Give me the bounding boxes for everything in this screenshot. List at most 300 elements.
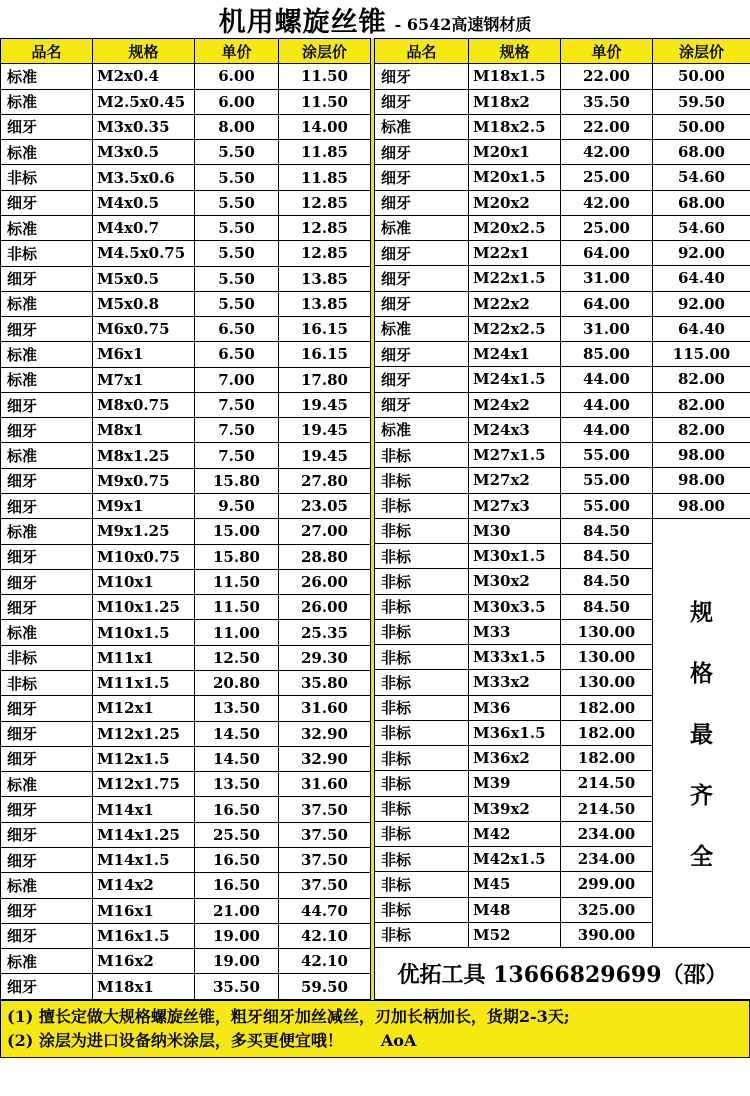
- cell-spec: M11x1: [93, 645, 195, 670]
- cell-price: 390.00: [561, 922, 653, 947]
- table-row: [375, 165, 750, 190]
- cell-coated-price: 68.00: [653, 190, 750, 215]
- cell-spec: M36x1.5: [469, 720, 561, 745]
- cell-spec: M18x1: [93, 974, 195, 1000]
- cell-price: 12.50: [195, 645, 279, 670]
- cell-spec: M5x0.8: [93, 291, 195, 316]
- table-row: [375, 291, 750, 316]
- cell-name: 细牙: [1, 595, 93, 620]
- cell-coated-price: 28.80: [279, 544, 371, 569]
- table-row: [1, 721, 371, 746]
- cell-name: 非标: [375, 847, 469, 872]
- cell-coated-price: 31.60: [279, 772, 371, 797]
- cell-name: 非标: [375, 645, 469, 670]
- cell-price: 7.50: [195, 443, 279, 468]
- cell-spec: M3x0.35: [93, 114, 195, 139]
- table-row: [1, 291, 371, 316]
- cell-name: 细牙: [1, 923, 93, 948]
- cell-name: 细牙: [375, 165, 469, 190]
- cell-price: 64.00: [561, 241, 653, 266]
- cell-spec: M18x2: [469, 89, 561, 114]
- cell-coated-price: 42.10: [279, 949, 371, 974]
- cell-coated-price: 37.50: [279, 847, 371, 872]
- cell-name: 细牙: [375, 89, 469, 114]
- cell-price: 214.50: [561, 771, 653, 796]
- cell-spec: M45: [469, 872, 561, 897]
- cell-name: 非标: [375, 771, 469, 796]
- cell-price: 5.50: [195, 266, 279, 291]
- cell-price: 234.00: [561, 847, 653, 872]
- cell-price: 130.00: [561, 645, 653, 670]
- cell-spec: M24x1.5: [469, 367, 561, 392]
- cell-coated-price: 11.50: [279, 64, 371, 89]
- cell-coated-price: 27.00: [279, 519, 371, 544]
- cell-price: 55.00: [561, 468, 653, 493]
- cell-name: 细牙: [375, 291, 469, 316]
- cell-coated-price: 12.85: [279, 190, 371, 215]
- cell-spec: M10x1.5: [93, 620, 195, 645]
- cell-coated-price: 98.00: [653, 443, 750, 468]
- cell-spec: M8x0.75: [93, 392, 195, 417]
- cell-price: 15.00: [195, 519, 279, 544]
- table-row: [1, 746, 371, 771]
- cell-spec: M22x2: [469, 291, 561, 316]
- table-row: [1, 544, 371, 569]
- table-row: [375, 367, 750, 392]
- cell-coated-price: 11.85: [279, 140, 371, 165]
- cell-coated-price: 92.00: [653, 291, 750, 316]
- cell-price: 19.00: [195, 923, 279, 948]
- cell-coated-price: 27.80: [279, 468, 371, 493]
- cell-name: 细牙: [1, 974, 93, 1000]
- table-row: [1, 772, 371, 797]
- table-row: [1, 620, 371, 645]
- cell-price: 6.50: [195, 317, 279, 342]
- cell-coated-price: 12.85: [279, 215, 371, 240]
- cell-spec: M12x1.75: [93, 772, 195, 797]
- cell-coated-price: 64.40: [653, 316, 750, 341]
- cell-name: 细牙: [375, 190, 469, 215]
- cell-spec: M30x1.5: [469, 544, 561, 569]
- cell-price: 130.00: [561, 670, 653, 695]
- cell-coated-price: 98.00: [653, 493, 750, 518]
- cell-coated-price: 54.60: [653, 165, 750, 190]
- cell-coated-price: 82.00: [653, 392, 750, 417]
- cell-name: 非标: [375, 872, 469, 897]
- table-row: [375, 468, 750, 493]
- header-spec: 规格: [469, 39, 561, 64]
- cell-price: 20.80: [195, 671, 279, 696]
- price-table-left: [0, 38, 371, 1000]
- cell-price: 21.00: [195, 898, 279, 923]
- cell-spec: M14x1.25: [93, 822, 195, 847]
- cell-name: 细牙: [375, 140, 469, 165]
- cell-spec: M24x2: [469, 392, 561, 417]
- cell-name: 细牙: [1, 898, 93, 923]
- cell-name: 非标: [375, 670, 469, 695]
- company-phone: 13666829699: [493, 962, 662, 988]
- cell-spec: M14x2: [93, 873, 195, 898]
- company-name: 优拓工具: [397, 963, 494, 988]
- table-row: [1, 241, 371, 266]
- cell-coated-price: 44.70: [279, 898, 371, 923]
- table-row: [375, 443, 750, 468]
- cell-spec: M12x1.25: [93, 721, 195, 746]
- cell-spec: M33x2: [469, 670, 561, 695]
- cell-spec: M9x1: [93, 494, 195, 519]
- cell-spec: M9x0.75: [93, 468, 195, 493]
- cell-price: 11.00: [195, 620, 279, 645]
- footer-note-2-line: [7, 1029, 743, 1053]
- cell-price: 5.50: [195, 241, 279, 266]
- cell-spec: M24x3: [469, 417, 561, 442]
- cell-price: 84.50: [561, 569, 653, 594]
- cell-price: 44.00: [561, 417, 653, 442]
- header-price: 单价: [195, 39, 279, 64]
- cell-coated-price: 23.05: [279, 494, 371, 519]
- cell-spec: M11x1.5: [93, 671, 195, 696]
- cell-price: 31.00: [561, 266, 653, 291]
- table-row: [375, 417, 750, 442]
- cell-name: 标准: [1, 342, 93, 367]
- cell-price: 84.50: [561, 518, 653, 543]
- cell-spec: M2.5x0.45: [93, 89, 195, 114]
- table-row: [375, 241, 750, 266]
- company-row: [375, 948, 750, 1000]
- cell-price: 35.50: [561, 89, 653, 114]
- cell-name: 标准: [1, 949, 93, 974]
- cell-price: 42.00: [561, 140, 653, 165]
- cell-spec: M22x1.5: [469, 266, 561, 291]
- cell-price: 25.00: [561, 165, 653, 190]
- price-table-right: [374, 38, 750, 1000]
- cell-price: 55.00: [561, 443, 653, 468]
- cell-spec: M22x2.5: [469, 316, 561, 341]
- cell-price: 16.50: [195, 873, 279, 898]
- cell-price: 234.00: [561, 821, 653, 846]
- cell-spec: M18x2.5: [469, 114, 561, 139]
- cell-name: 非标: [375, 821, 469, 846]
- cell-coated-price: 16.15: [279, 317, 371, 342]
- cell-name: 细牙: [1, 797, 93, 822]
- cell-spec: M3.5x0.6: [93, 165, 195, 190]
- cell-spec: M16x1: [93, 898, 195, 923]
- cell-price: 6.00: [195, 89, 279, 114]
- table-row: [375, 215, 750, 240]
- table-row: [375, 64, 750, 89]
- cell-name: 非标: [1, 671, 93, 696]
- table-row: [1, 873, 371, 898]
- cell-spec: M4.5x0.75: [93, 241, 195, 266]
- cell-spec: M27x2: [469, 468, 561, 493]
- side-note-char: 规: [690, 599, 713, 627]
- cell-price: 84.50: [561, 544, 653, 569]
- cell-coated-price: 17.80: [279, 367, 371, 392]
- page-title-row: [0, 0, 750, 38]
- cell-spec: M30x2: [469, 569, 561, 594]
- cell-coated-price: 19.45: [279, 443, 371, 468]
- cell-coated-price: 26.00: [279, 569, 371, 594]
- footer-notes: [0, 1000, 750, 1058]
- cell-spec: M7x1: [93, 367, 195, 392]
- table-row: [1, 89, 371, 114]
- cell-spec: M6x0.75: [93, 317, 195, 342]
- cell-price: 5.50: [195, 165, 279, 190]
- table-row: [375, 493, 750, 518]
- cell-price: 5.50: [195, 291, 279, 316]
- cell-coated-price: 32.90: [279, 746, 371, 771]
- cell-spec: M10x1: [93, 569, 195, 594]
- side-note-char: 最: [690, 721, 713, 749]
- header-coated-price: 涂层价: [653, 39, 750, 64]
- table-row: [1, 114, 371, 139]
- table-row: [1, 569, 371, 594]
- cell-price: 35.50: [195, 974, 279, 1000]
- cell-price: 13.50: [195, 772, 279, 797]
- cell-name: 标准: [1, 367, 93, 392]
- cell-coated-price: 11.85: [279, 165, 371, 190]
- cell-coated-price: 16.15: [279, 342, 371, 367]
- cell-name: 标准: [1, 772, 93, 797]
- header-price: 单价: [561, 39, 653, 64]
- footer-note-2: (2) 涂层为进口设备纳米涂层，多买更便宜哦！: [7, 1031, 343, 1050]
- cell-price: 85.00: [561, 342, 653, 367]
- cell-name: 标准: [1, 519, 93, 544]
- table-row: [1, 974, 371, 1000]
- footer-note-1: (1) 擅长定做大规格螺旋丝锥，粗牙细牙加丝减丝，刃加长柄加长，货期2-3天;: [7, 1007, 570, 1026]
- cell-coated-price: 37.50: [279, 822, 371, 847]
- table-row: [375, 190, 750, 215]
- cell-spec: M14x1: [93, 797, 195, 822]
- cell-price: 14.50: [195, 721, 279, 746]
- cell-name: 细牙: [375, 342, 469, 367]
- table-row: [1, 671, 371, 696]
- cell-price: 55.00: [561, 493, 653, 518]
- cell-price: 5.50: [195, 140, 279, 165]
- cell-coated-price: 32.90: [279, 721, 371, 746]
- cell-price: 64.00: [561, 291, 653, 316]
- cell-name: 标准: [1, 140, 93, 165]
- cell-spec: M12x1: [93, 696, 195, 721]
- cell-price: 22.00: [561, 64, 653, 89]
- cell-price: 5.50: [195, 215, 279, 240]
- table-row: [1, 165, 371, 190]
- cell-spec: M27x1.5: [469, 443, 561, 468]
- cell-name: 非标: [375, 518, 469, 543]
- cell-name: 标准: [1, 443, 93, 468]
- cell-name: 非标: [375, 720, 469, 745]
- table-row: [375, 316, 750, 341]
- cell-name: 细牙: [1, 544, 93, 569]
- side-note-cell: [653, 518, 750, 947]
- table-row: [1, 64, 371, 89]
- cell-price: 11.50: [195, 595, 279, 620]
- cell-price: 9.50: [195, 494, 279, 519]
- cell-price: 325.00: [561, 897, 653, 922]
- cell-name: 细牙: [375, 266, 469, 291]
- cell-price: 44.00: [561, 392, 653, 417]
- cell-spec: M20x2.5: [469, 215, 561, 240]
- cell-coated-price: 42.10: [279, 923, 371, 948]
- cell-price: 19.00: [195, 949, 279, 974]
- cell-coated-price: 92.00: [653, 241, 750, 266]
- table-row: [375, 392, 750, 417]
- header-name: 品名: [1, 39, 93, 64]
- cell-price: 6.50: [195, 342, 279, 367]
- cell-name: 标准: [1, 620, 93, 645]
- cell-name: 细牙: [1, 696, 93, 721]
- cell-price: 7.50: [195, 392, 279, 417]
- cell-spec: M39x2: [469, 796, 561, 821]
- cell-price: 182.00: [561, 746, 653, 771]
- cell-name: 细牙: [375, 392, 469, 417]
- cell-name: 非标: [1, 241, 93, 266]
- cell-coated-price: 26.00: [279, 595, 371, 620]
- cell-name: 细牙: [1, 721, 93, 746]
- cell-spec: M52: [469, 922, 561, 947]
- cell-name: 标准: [1, 89, 93, 114]
- cell-spec: M20x1: [469, 140, 561, 165]
- cell-name: 非标: [375, 569, 469, 594]
- cell-price: 22.00: [561, 114, 653, 139]
- table-row: [1, 949, 371, 974]
- table-row: [1, 342, 371, 367]
- cell-name: 细牙: [1, 569, 93, 594]
- cell-name: 非标: [1, 645, 93, 670]
- table-row: [1, 190, 371, 215]
- cell-coated-price: 19.45: [279, 418, 371, 443]
- table-row: [1, 468, 371, 493]
- cell-coated-price: 31.60: [279, 696, 371, 721]
- cell-price: 16.50: [195, 797, 279, 822]
- cell-spec: M33x1.5: [469, 645, 561, 670]
- table-row: [1, 140, 371, 165]
- cell-name: 标准: [1, 873, 93, 898]
- cell-name: 非标: [375, 746, 469, 771]
- table-row: [1, 797, 371, 822]
- cell-name: 非标: [375, 493, 469, 518]
- cell-price: 84.50: [561, 594, 653, 619]
- table-header-row: [375, 39, 750, 64]
- cell-price: 13.50: [195, 696, 279, 721]
- table-row: [375, 266, 750, 291]
- cell-name: 细牙: [1, 190, 93, 215]
- cell-price: 7.00: [195, 367, 279, 392]
- cell-spec: M36: [469, 695, 561, 720]
- cell-price: 25.00: [561, 215, 653, 240]
- header-spec: 规格: [93, 39, 195, 64]
- cell-spec: M39: [469, 771, 561, 796]
- cell-price: 16.50: [195, 847, 279, 872]
- cell-coated-price: 59.50: [279, 974, 371, 1000]
- cell-name: 细牙: [1, 494, 93, 519]
- cell-coated-price: 37.50: [279, 873, 371, 898]
- cell-coated-price: 13.85: [279, 291, 371, 316]
- cell-name: 细牙: [1, 114, 93, 139]
- cell-spec: M12x1.5: [93, 746, 195, 771]
- table-row: [1, 367, 371, 392]
- cell-name: 标准: [375, 114, 469, 139]
- cell-spec: M42x1.5: [469, 847, 561, 872]
- cell-coated-price: 37.50: [279, 797, 371, 822]
- cell-coated-price: 50.00: [653, 64, 750, 89]
- cell-spec: M30x3.5: [469, 594, 561, 619]
- cell-coated-price: 35.80: [279, 671, 371, 696]
- cell-price: 130.00: [561, 619, 653, 644]
- price-table-right-body: [375, 64, 750, 1000]
- cell-spec: M33: [469, 619, 561, 644]
- table-row: [1, 215, 371, 240]
- table-row: [1, 418, 371, 443]
- header-coated-price: 涂层价: [279, 39, 371, 64]
- table-row: [1, 847, 371, 872]
- cell-coated-price: 64.40: [653, 266, 750, 291]
- table-row: [1, 822, 371, 847]
- cell-price: 7.50: [195, 418, 279, 443]
- price-tables: [0, 38, 750, 1000]
- cell-name: 细牙: [1, 468, 93, 493]
- cell-name: 细牙: [1, 266, 93, 291]
- cell-name: 标准: [1, 291, 93, 316]
- page-title: 机用螺旋丝锥: [218, 6, 387, 38]
- side-note-char: 全: [690, 843, 713, 871]
- cell-coated-price: 50.00: [653, 114, 750, 139]
- table-row: [375, 518, 750, 543]
- cell-spec: M8x1: [93, 418, 195, 443]
- price-table-left-body: [1, 64, 371, 1000]
- cell-coated-price: 68.00: [653, 140, 750, 165]
- cell-spec: M16x2: [93, 949, 195, 974]
- cell-name: 标准: [375, 417, 469, 442]
- cell-name: 标准: [375, 215, 469, 240]
- table-row: [1, 266, 371, 291]
- cell-coated-price: 13.85: [279, 266, 371, 291]
- page-subtitle: - 6542高速钢材质: [394, 14, 532, 34]
- cell-price: 31.00: [561, 316, 653, 341]
- cell-name: 细牙: [1, 822, 93, 847]
- cell-name: 细牙: [1, 317, 93, 342]
- cell-spec: M6x1: [93, 342, 195, 367]
- cell-price: 25.50: [195, 822, 279, 847]
- cell-spec: M16x1.5: [93, 923, 195, 948]
- cell-name: 细牙: [1, 392, 93, 417]
- company-contact: [375, 948, 750, 1000]
- cell-name: 非标: [1, 165, 93, 190]
- cell-price: 15.80: [195, 468, 279, 493]
- table-row: [375, 89, 750, 114]
- cell-price: 44.00: [561, 367, 653, 392]
- cell-coated-price: 98.00: [653, 468, 750, 493]
- cell-coated-price: 54.60: [653, 215, 750, 240]
- cell-coated-price: 82.00: [653, 417, 750, 442]
- cell-spec: M36x2: [469, 746, 561, 771]
- cell-name: 细牙: [375, 64, 469, 89]
- company-suffix: （邵）: [661, 963, 728, 988]
- cell-price: 5.50: [195, 190, 279, 215]
- cell-name: 非标: [375, 443, 469, 468]
- cell-spec: M48: [469, 897, 561, 922]
- cell-name: 细牙: [1, 418, 93, 443]
- cell-spec: M3x0.5: [93, 140, 195, 165]
- side-note-char: 格: [690, 660, 713, 688]
- cell-name: 标准: [1, 215, 93, 240]
- table-row: [1, 645, 371, 670]
- cell-spec: M10x1.25: [93, 595, 195, 620]
- cell-name: 非标: [375, 544, 469, 569]
- cell-price: 11.50: [195, 569, 279, 594]
- cell-coated-price: 115.00: [653, 342, 750, 367]
- cell-name: 细牙: [375, 367, 469, 392]
